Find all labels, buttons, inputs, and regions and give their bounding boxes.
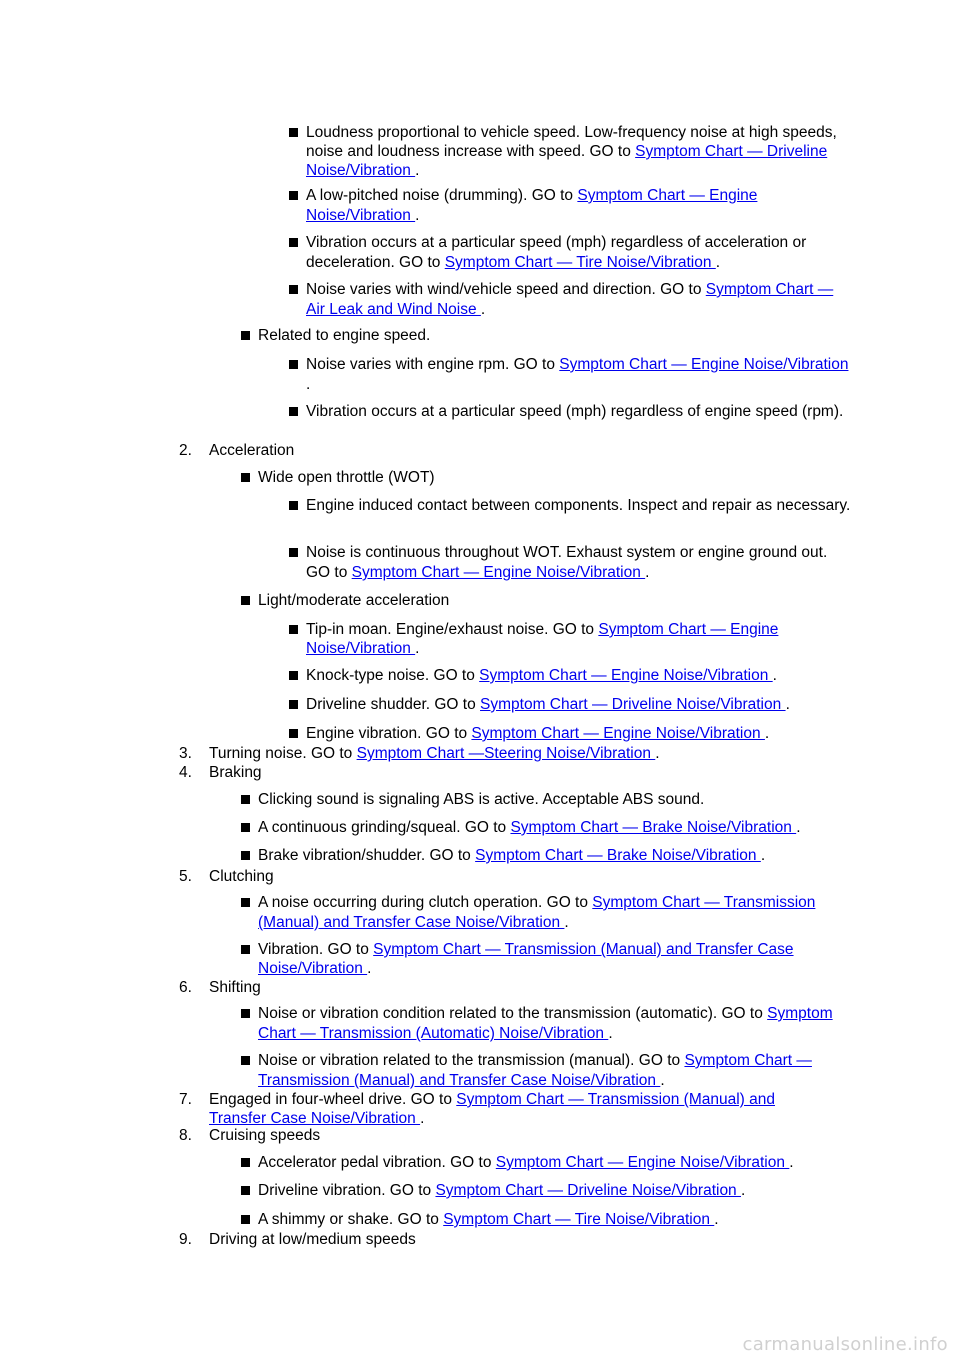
symptom-chart-link[interactable]: Symptom Chart — Transmission (Automatic) Noise/Vibration <box>258 1005 833 1042</box>
item-number: 3. <box>179 745 192 762</box>
symptom-chart-link[interactable]: Symptom Chart — Driveline Noise/Vibration <box>480 696 786 713</box>
list-item-text: Light/moderate acceleration <box>258 592 450 609</box>
square-bullet-icon <box>241 945 250 954</box>
square-bullet-icon <box>289 548 298 557</box>
list-item-text: Tip-in moan. Engine/exhaust noise. GO to Symptom Chart — Engine Noise/Vibration . <box>306 621 779 657</box>
symptom-chart-link[interactable]: Symptom Chart — Tire Noise/Vibration <box>443 1211 715 1228</box>
symptom-chart-link[interactable]: Symptom Chart — Transmission (Manual) and Transfer Case Noise/Vibration <box>209 1091 775 1127</box>
numbered-item-text: Clutching <box>209 868 274 885</box>
numbered-item-text: Braking <box>209 764 262 781</box>
square-bullet-icon <box>289 729 298 738</box>
square-bullet-icon <box>289 191 298 200</box>
item-number: 4. <box>179 764 192 781</box>
symptom-chart-link[interactable]: Symptom Chart — Air Leak and Wind Noise <box>306 281 834 318</box>
symptom-chart-link[interactable]: Symptom Chart — Engine Noise/Vibration <box>306 187 758 224</box>
symptom-chart-link[interactable]: Symptom Chart — Engine Noise/Vibration <box>471 725 765 742</box>
symptom-chart-link[interactable]: Symptom Chart — Brake Noise/Vibration <box>475 847 761 864</box>
symptom-chart-link[interactable]: Symptom Chart — Driveline Noise/Vibration <box>306 143 828 179</box>
item-number: 5. <box>179 868 192 885</box>
numbered-item-text: Shifting <box>209 979 261 996</box>
square-bullet-icon <box>241 851 250 860</box>
square-bullet-icon <box>241 1215 250 1224</box>
numbered-item-text: Acceleration <box>209 442 295 459</box>
symptom-chart-link[interactable]: Symptom Chart — Transmission (Manual) and Transfer Case Noise/Vibration <box>258 1052 812 1089</box>
symptom-chart-link[interactable]: Symptom Chart — Engine Noise/Vibration <box>479 667 773 684</box>
list-item-text: Driveline vibration. GO to Symptom Chart — Driveline Noise/Vibration . <box>258 1182 746 1199</box>
symptom-chart-link[interactable]: Symptom Chart — Engine Noise/Vibration <box>495 1154 790 1171</box>
list-item-text: Noise varies with engine rpm. GO to Symptom Chart — Engine Noise/Vibration . <box>306 356 849 393</box>
symptom-chart-link[interactable]: Symptom Chart — Engine Noise/Vibration <box>559 356 849 373</box>
list-item-text: A continuous grinding/squeal. GO to Symptom Chart — Brake Noise/Vibration . <box>258 819 801 836</box>
list-item-text: Accelerator pedal vibration. GO to Symptom Chart — Engine Noise/Vibration . <box>258 1154 794 1171</box>
list-item-text: Vibration occurs at a particular speed (mph) regardless of engine speed (rpm). <box>306 403 844 420</box>
symptom-chart-link[interactable]: Symptom Chart — Tire Noise/Vibration <box>444 254 716 271</box>
list-item-text: Related to engine speed. <box>258 327 431 344</box>
list-item-text: Knock-type noise. GO to Symptom Chart — Engine Noise/Vibration . <box>306 667 777 684</box>
symptom-chart-link[interactable]: Symptom Chart — Driveline Noise/Vibration <box>435 1182 741 1199</box>
list-item-text: Engine vibration. GO to Symptom Chart — Engine Noise/Vibration . <box>306 725 770 742</box>
square-bullet-icon <box>241 1056 250 1065</box>
list-item-text: Noise or vibration condition related to the transmission (automatic). GO to Symptom Chart — Transmission (Automatic) Noise/Vibration . <box>258 1005 833 1042</box>
symptom-chart-link[interactable]: Symptom Chart — Transmission (Manual) and Transfer Case Noise/Vibration <box>258 894 816 931</box>
item-number: 2. <box>179 442 192 459</box>
square-bullet-icon <box>241 1186 250 1195</box>
list-item-text: Vibration occurs at a particular speed (mph) regardless of acceleration or deceleration. GO to Symptom Chart — Tire Noise/Vibration . <box>306 234 807 271</box>
square-bullet-icon <box>289 238 298 247</box>
item-number: 8. <box>179 1127 192 1144</box>
item-number: 9. <box>179 1231 192 1248</box>
list-item-text: Driveline shudder. GO to Symptom Chart — Driveline Noise/Vibration . <box>306 696 790 713</box>
square-bullet-icon <box>289 700 298 709</box>
list-item-text: Wide open throttle (WOT) <box>258 469 435 486</box>
square-bullet-icon <box>241 331 250 340</box>
list-item-text: A low-pitched noise (drumming). GO to Symptom Chart — Engine Noise/Vibration . <box>306 187 758 224</box>
list-item-text: Noise varies with wind/vehicle speed and direction. GO to Symptom Chart — Air Leak and Wind Noise . <box>306 281 834 318</box>
numbered-item-text: Cruising speeds <box>209 1127 321 1144</box>
square-bullet-icon <box>289 128 298 137</box>
list-item-text: Clicking sound is signaling ABS is active. Acceptable ABS sound. <box>258 791 705 808</box>
square-bullet-icon <box>289 625 298 634</box>
numbered-item-text: Turning noise. GO to Symptom Chart —Steering Noise/Vibration . <box>209 745 660 762</box>
list-item-text: Engine induced contact between components. Inspect and repair as necessary. <box>306 497 851 514</box>
symptom-chart-link[interactable]: Symptom Chart —Steering Noise/Vibration <box>356 745 656 762</box>
list-item-text: Vibration. GO to Symptom Chart — Transmission (Manual) and Transfer Case Noise/Vibration . <box>258 941 794 977</box>
numbered-item-text: Engaged in four-wheel drive. GO to Symptom Chart — Transmission (Manual) and Transfer Case Noise/Vibration . <box>209 1091 775 1127</box>
square-bullet-icon <box>289 360 298 369</box>
list-item-text: Noise or vibration related to the transmission (manual). GO to Symptom Chart — Transmission (Manual) and Transfer Case Noise/Vibration . <box>258 1052 812 1089</box>
symptom-chart-link[interactable]: Symptom Chart — Engine Noise/Vibration <box>306 621 779 657</box>
square-bullet-icon <box>241 795 250 804</box>
square-bullet-icon <box>289 285 298 294</box>
item-number: 6. <box>179 979 192 996</box>
list-item-text: Loudness proportional to vehicle speed. Low-frequency noise at high speeds, noise and loudness increase with speed. GO to Symptom Chart — Driveline Noise/Vibration . <box>306 124 837 179</box>
symptom-chart-link[interactable]: Symptom Chart — Transmission (Manual) and Transfer Case Noise/Vibration <box>258 941 794 977</box>
item-number: 7. <box>179 1091 192 1108</box>
square-bullet-icon <box>241 473 250 482</box>
list-item-text: Brake vibration/shudder. GO to Symptom Chart — Brake Noise/Vibration . <box>258 847 766 864</box>
square-bullet-icon <box>241 1009 250 1018</box>
square-bullet-icon <box>289 407 298 416</box>
symptom-chart-link[interactable]: Symptom Chart — Brake Noise/Vibration <box>510 819 797 836</box>
square-bullet-icon <box>241 596 250 605</box>
square-bullet-icon <box>241 898 250 907</box>
square-bullet-icon <box>289 671 298 680</box>
list-item-text: Noise is continuous throughout WOT. Exhaust system or engine ground out. GO to Symptom Chart — Engine Noise/Vibration . <box>306 544 828 581</box>
symptom-chart-link[interactable]: Symptom Chart — Engine Noise/Vibration <box>351 564 646 581</box>
square-bullet-icon <box>289 501 298 510</box>
square-bullet-icon <box>241 1158 250 1167</box>
list-item-text: A shimmy or shake. GO to Symptom Chart — Tire Noise/Vibration . <box>258 1211 719 1228</box>
list-item-text: A noise occurring during clutch operation. GO to Symptom Chart — Transmission (Manual) and Transfer Case Noise/Vibration . <box>258 894 816 931</box>
watermark: carmanualsonline.info <box>742 1334 948 1355</box>
square-bullet-icon <box>241 823 250 832</box>
numbered-item-text: Driving at low/medium speeds <box>209 1231 416 1248</box>
